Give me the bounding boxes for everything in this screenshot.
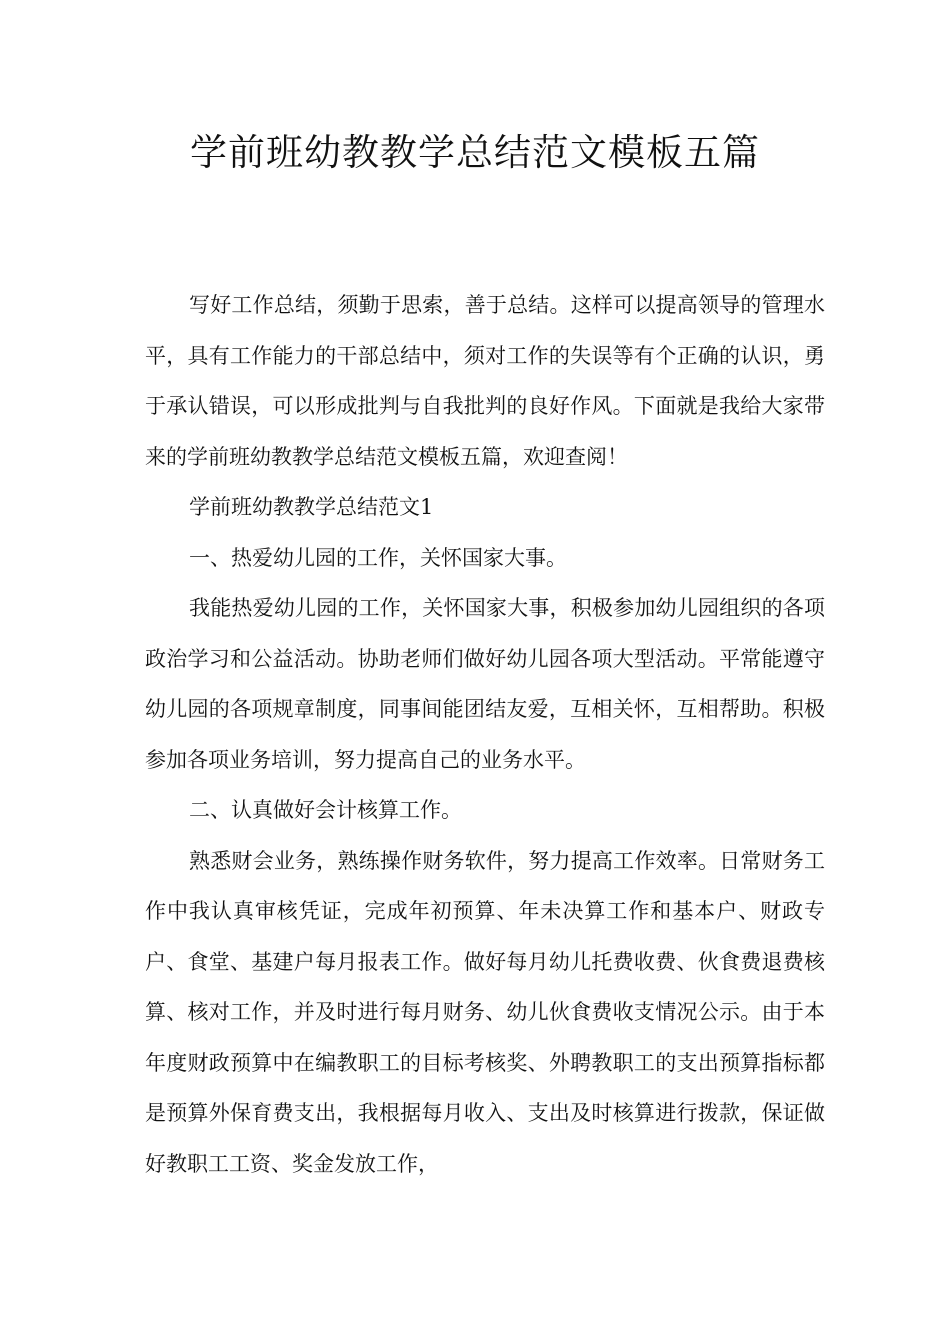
subsection-heading: 一、热爱幼儿园的工作，关怀国家大事。 (189, 545, 567, 570)
document-body (145, 280, 825, 1189)
subsection-heading: 二、认真做好会计核算工作。 (189, 798, 462, 822)
body-paragraph: 熟悉财会业务，熟练操作财务软件，努力提高工作效率。日常财务工作中我认真审核凭证，完成年初预算、年未决算工作和基本户、财政专户、食堂、基建户每月报表工作。做好每月幼儿托费收费、伙食费退费核算、核对工作，并及时进行每月财务、幼儿伙食费收支情况公示。由于本年度财政预算中在编教职工的目标考核奖、外聘教职工的支出预算指标都是预算外保育费支出，我根据每月收入、支出及时核算进行拨款，保证做好教职工工资、奖金发放工作， (145, 848, 825, 1176)
intro-paragraph: 写好工作总结，须勤于思索，善于总结。这样可以提高领导的管理水平，具有工作能力的干部总结中，须对工作的失误等有个正确的认识，勇于承认错误，可以形成批判与自我批判的良好作风。下面就是我给大家带来的学前班幼教教学总结范文模板五篇，欢迎查阅！ (145, 293, 825, 469)
body-paragraph: 我能热爱幼儿园的工作，关怀国家大事，积极参加幼儿园组织的各项政治学习和公益活动。协助老师们做好幼儿园各项大型活动。平常能遵守幼儿园的各项规章制度，同事间能团结友爱，互相关怀，互相帮助。积极参加各项业务培训，努力提高自己的业务水平。 (145, 596, 825, 772)
document-title: 学前班幼教教学总结范文模板五篇 (190, 131, 760, 174)
section-heading: 学前班幼教教学总结范文1 (189, 495, 434, 519)
